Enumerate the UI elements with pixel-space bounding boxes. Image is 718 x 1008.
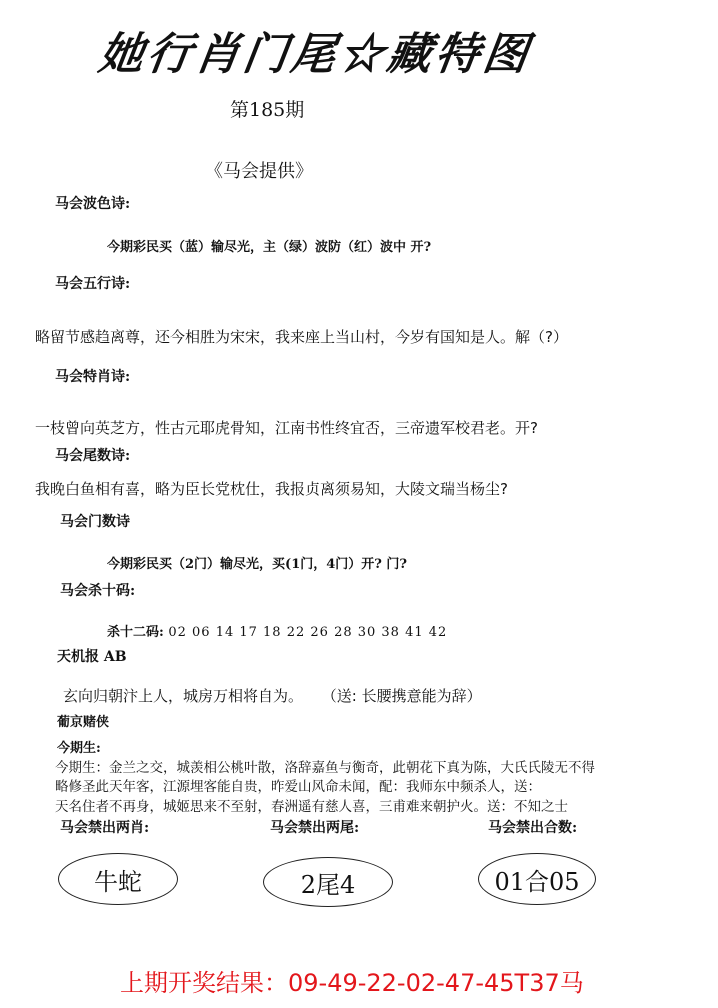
- kill-code-label: 马会杀十码:: [60, 583, 136, 599]
- zodiac-poem-text: 一枝曾向英芝方，性古元耶虎骨知，江南书性终宜否，三帝遗军校君老。开?: [35, 419, 538, 437]
- wave-poem-label: 马会波色诗:: [55, 196, 131, 212]
- today-line-3: 天名住者不再身，城姬思来不至射，春洲遥有慈人喜，三甫难来朝护火。送：不知之士: [55, 799, 568, 815]
- kill-code-line: [107, 621, 447, 640]
- sky-report-gift: （送: 长腰携意能为辞）: [321, 687, 482, 705]
- today-label: 今期生:: [57, 741, 101, 756]
- ban-sum-label: 马会禁出合数:: [488, 820, 578, 836]
- ban-sum-value: 01合05: [494, 867, 580, 896]
- issue-number: 第185期: [230, 99, 305, 121]
- zodiac-poem-label: 马会特肖诗:: [55, 369, 131, 385]
- door-poem-text: 今期彩民买（2门）输尽光，买(1门，4门）开? 门?: [107, 557, 408, 572]
- page-title: 她行肖门尾☆藏特图: [95, 29, 535, 80]
- ban-zodiac-label: 马会禁出两肖:: [60, 820, 150, 836]
- ban-tail-label: 马会禁出两尾:: [270, 820, 360, 836]
- ban-zodiac-oval: [58, 853, 178, 905]
- door-poem-label: 马会门数诗: [60, 514, 130, 530]
- kill-code-numbers: 02 06 14 17 18 22 26 28 30 38 41 42: [168, 625, 448, 640]
- tail-poem-text: 我晚白鱼相有喜，略为臣长党枕仕，我报贞离须易知，大陵文瑞当杨尘?: [35, 480, 508, 498]
- today-line-2: 略修圣此天年客，江源埋客能自贵，昨爱山风命未闻，配：我师东中频杀人，送：: [55, 779, 541, 795]
- five-element-text: 略留节感趋离尊，还今相胜为宋宋，我来座上当山村，今岁有国知是人。解（?）: [35, 328, 568, 346]
- sky-report-label: 天机报 AB: [57, 649, 127, 665]
- ban-tail-oval: [263, 857, 393, 907]
- provider-label: 《马会提供》: [205, 161, 313, 182]
- sky-report-text: 玄向归朝汴上人，城房万相将自为。: [63, 687, 304, 705]
- macau-gambler-label: 葡京赌侠: [57, 715, 110, 730]
- sky-report-line: [63, 685, 482, 706]
- ban-tail-value: 2尾4: [300, 870, 356, 899]
- last-draw-result: 上期开奖结果：09-49-22-02-47-45T37马: [120, 969, 584, 997]
- ban-zodiac-value: 牛蛇: [94, 867, 142, 896]
- five-element-label: 马会五行诗:: [55, 276, 131, 292]
- today-line-1: 今期生：金兰之交，城羡相公桃叶散，洛辞嘉鱼与衡奇，此朝花下真为陈，大氏氏陵无不得: [55, 760, 595, 776]
- kill-code-prefix: 杀十二码:: [107, 625, 164, 640]
- tail-poem-label: 马会尾数诗:: [55, 448, 131, 464]
- ban-sum-oval: [478, 853, 596, 905]
- wave-poem-text: 今期彩民买（蓝）输尽光，主（绿）波防（红）波中 开?: [107, 240, 432, 255]
